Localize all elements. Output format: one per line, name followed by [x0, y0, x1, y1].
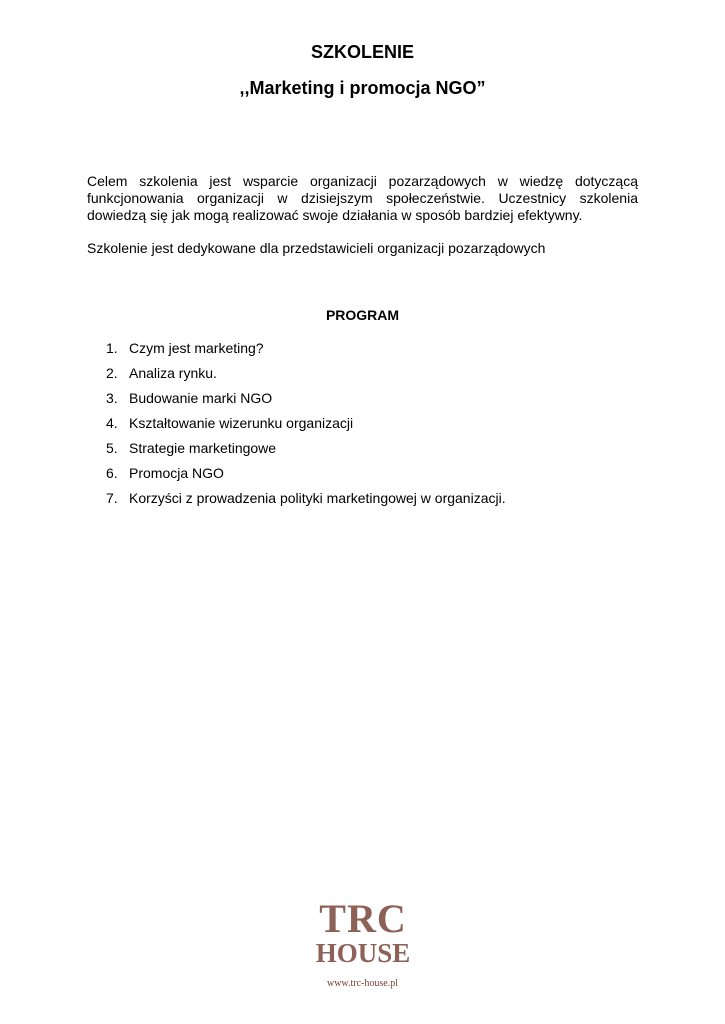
program-item-number: 5. — [106, 440, 118, 456]
program-item-number: 3. — [106, 390, 118, 406]
program-item-text: Strategie marketingowe — [129, 440, 277, 456]
program-item-text: Korzyści z prowadzenia polityki marketingowej w organizacji. — [129, 490, 506, 506]
website-link[interactable]: www.trc-house.pl — [326, 978, 398, 989]
program-item-number: 1. — [106, 340, 118, 356]
program-item — [0, 490, 725, 515]
logo-line-trc: TRC — [319, 896, 407, 941]
page-title: SZKOLENIE — [310, 42, 414, 62]
program-item-number: 7. — [106, 490, 118, 506]
program-item — [0, 390, 725, 415]
program-item-text: Analiza rynku. — [129, 365, 217, 381]
trc-house-logo — [310, 896, 416, 968]
program-item-number: 4. — [106, 415, 118, 431]
program-item-text: Promocja NGO — [129, 465, 224, 481]
program-item — [0, 440, 725, 465]
program-list — [0, 340, 725, 515]
program-item-text: Budowanie marki NGO — [129, 390, 273, 406]
program-item — [0, 365, 725, 390]
page-subtitle: ,,Marketing i promocja NGO” — [239, 78, 486, 98]
program-item — [0, 465, 725, 490]
logo-line-house: HOUSE — [315, 938, 411, 968]
program-heading: PROGRAM — [325, 307, 400, 323]
program-item-text: Czym jest marketing? — [129, 340, 264, 356]
intro-paragraph: Celem szkolenia jest wsparcie organizacji pozarządowych w wiedzę dotyczącą funkcjonowania organizacji w dzisiejszym społeczeństwie. Uczestnicy szkolenia dowiedzą się jak mogą realizować swoje działania w sposób bardziej efektywny. — [87, 173, 638, 223]
program-item — [0, 415, 725, 440]
program-item-text: Kształtowanie wizerunku organizacji — [129, 415, 354, 431]
program-item-number: 6. — [106, 465, 118, 481]
program-item — [0, 340, 725, 365]
audience-paragraph: Szkolenie jest dedykowane dla przedstawicieli organizacji pozarządowych — [87, 240, 546, 256]
program-item-number: 2. — [106, 365, 118, 381]
